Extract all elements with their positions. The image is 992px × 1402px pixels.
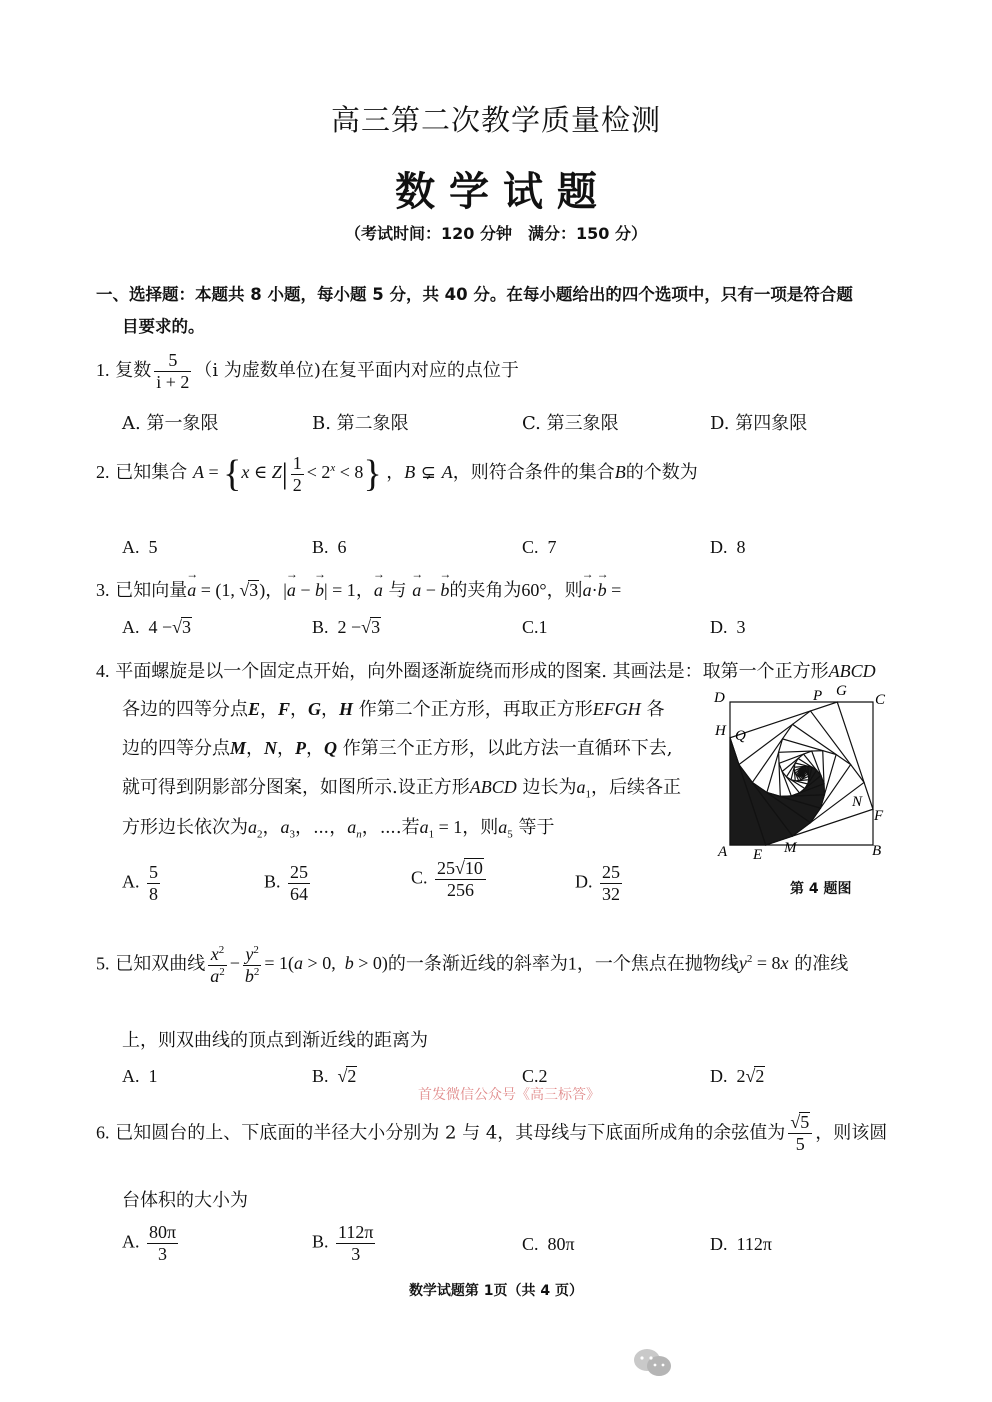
q6-option-d[interactable]: D. 112π (710, 1234, 772, 1254)
q6-option-a[interactable]: A. $\frac{80\pi}{3}$ (122, 1222, 177, 1264)
label-m: M (784, 840, 797, 856)
spiral-figure (710, 680, 900, 860)
q3-option-d[interactable]: D. 3 (710, 617, 746, 637)
q5-option-c[interactable]: C.2 (522, 1066, 548, 1086)
question-text-suffix: （i 为虚数单位)在复平面内对应的点位于 (194, 360, 519, 382)
question-4-line2: 各边的四等分点E，F，G，H 作第二个正方形，再取正方形EFGH 各 (122, 699, 665, 720)
label-d: D (714, 690, 725, 706)
question-text-suffix-2: 的个数为 (625, 462, 698, 484)
shaded-triangle (801, 774, 802, 775)
label-c: C (875, 692, 886, 708)
question-3: 3. 已知向量→ a = (1, √3)，|→ a − → b| = 1，→ a 与 → a − → b的夹角为60°，则→ a·→ b = (96, 576, 621, 602)
label-n: N (852, 794, 863, 810)
question-number: 2. (96, 462, 110, 483)
q4-option-b[interactable]: B. $\frac{25}{64}$ (264, 862, 309, 904)
watermark-text: 首发微信公众号《高三标答》 (418, 1087, 600, 1103)
q4-option-c[interactable]: C. $\frac{25√10}{256}$ (411, 858, 489, 900)
q1-option-d[interactable]: D. 第四象限 (710, 413, 808, 434)
question-number: 1. (96, 360, 110, 381)
q3-option-c[interactable]: C.1 (522, 617, 548, 637)
question-text-angle: 的夹角为 (449, 580, 522, 601)
question-6: 6. 已知圆台的上、下底面的半径大小分别为 2 与 4，其母线与下底面所成角的余弦值为 $\frac{√5}{5}$ ，则该圆 (96, 1112, 888, 1154)
label-p: P (813, 688, 823, 704)
question-5: 5. 已知双曲线 $\frac{x^2}{a^2}$ − $\frac{y^2}{b^2}$ = 1(a > 0, b > 0)的一条渐近线的斜率为1，一个焦点在抛物线$y^2 = 8x$ 的准线 (96, 944, 849, 986)
figure-caption: 第 4 题图 (790, 881, 852, 897)
question-4-line3: 边的四等分点M，N，P，Q 作第三个正方形，以此方法一直循环下去, (122, 738, 673, 759)
label-f: F (874, 808, 884, 824)
set-expression: A = {x ∈ Z| $\frac{1}{2}$ < $2^x < 8$} (192, 452, 382, 495)
chat-icon (632, 1346, 674, 1380)
question-text-suffix: ，则符合条件的集合 (452, 462, 615, 484)
question-4-line1: 4. 平面螺旋是以一个固定点开始，向外圈逐渐旋绕而形成的图案. 其画法是：取第一个正方形ABCD (96, 661, 876, 682)
q4-option-a[interactable]: A. $\frac{5}{8}$ (122, 862, 158, 904)
question-text: 复数 (115, 360, 152, 382)
fraction: $\frac{5}{i + 2}$ (156, 350, 190, 392)
question-1 (96, 350, 519, 392)
label-g: G (836, 683, 847, 699)
main-title: 数 学 试 题 (395, 169, 597, 215)
q2-option-a[interactable]: A. 5 (122, 537, 158, 557)
q5-option-d[interactable]: D. 2√2 (710, 1066, 765, 1086)
q6-option-b[interactable]: B. $\frac{112\pi}{3}$ (312, 1222, 374, 1264)
question-number: 3. (96, 580, 110, 600)
q3-option-b[interactable]: B. 2 −√3 (312, 617, 381, 637)
page-footer: 数学试题第 1页（共 4 页） (408, 1283, 584, 1299)
exam-info: （考试时间：120 分钟 满分：150 分） (345, 224, 647, 243)
label-e: E (753, 847, 763, 860)
question-2: 2. 已知集合 A = {x ∈ Z| $\frac{1}{2}$ < $2^x < 8$} ，B ⊊ A，则符合条件的集合B的个数为 (96, 452, 698, 495)
q2-option-d[interactable]: D. 8 (710, 537, 746, 557)
q3-option-a[interactable]: A. 4 −√3 (122, 617, 192, 637)
q6-option-c[interactable]: C. 80π (522, 1234, 575, 1254)
section-heading-line2: 目要求的。 (122, 317, 205, 336)
question-text: 已知向量 (115, 580, 188, 601)
q1-option-a[interactable]: A. 第一象限 (122, 413, 219, 434)
q5-option-b[interactable]: B. √2 (312, 1066, 357, 1086)
question-6-line2: 台体积的大小为 (122, 1190, 248, 1211)
label-h: H (715, 723, 726, 739)
label-b: B (872, 843, 882, 859)
q2-option-c[interactable]: C. 7 (522, 537, 557, 557)
section-heading-line1: 一、选择题：本题共 8 小题，每小题 5 分，共 40 分。在每小题给出的四个选项中，只有一项是符合题 (96, 285, 853, 304)
label-q: Q (735, 728, 746, 744)
question-5-line2: 上，则双曲线的顶点到渐近线的距离为 (122, 1030, 428, 1051)
q2-option-b[interactable]: B. 6 (312, 537, 347, 557)
q5-option-a[interactable]: A. 1 (122, 1066, 158, 1086)
q1-option-b[interactable]: B. 第二象限 (312, 413, 409, 434)
question-4-line4: 就可得到阴影部分图案，如图所示.设正方形ABCD 边长为$a_1$，后续各正 (122, 777, 681, 801)
question-text: 已知集合 (115, 462, 188, 484)
label-a: A (718, 844, 728, 860)
q4-option-d[interactable]: D. $\frac{25}{32}$ (575, 862, 620, 904)
question-4-line5: 方形边长依次为$a_2$，$a_3$，⋯，$a_n$，⋯.若$a_1 = 1$，则$a_5$ 等于 (122, 817, 555, 841)
top-title: 高三第二次教学质量检测 (330, 103, 661, 137)
q1-option-c[interactable]: C. 第三象限 (522, 413, 619, 434)
